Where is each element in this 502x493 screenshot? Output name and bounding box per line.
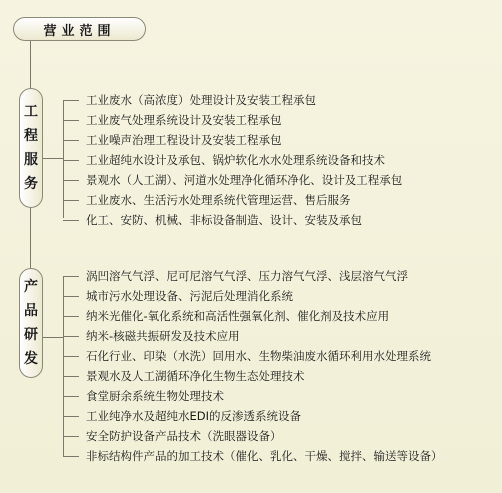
section-engineering-label: [19, 88, 43, 208]
item-tick-line: [63, 436, 79, 437]
section-char: 品: [24, 303, 38, 319]
item-tick-line: [63, 160, 79, 161]
list-item: 工业纯净水及超纯水EDI的反渗透系统设备: [86, 409, 302, 423]
item-tick-line: [63, 296, 79, 297]
section-char: 发: [24, 351, 38, 367]
item-tick-line: [63, 356, 79, 357]
item-tick-line: [63, 416, 79, 417]
mid-connector-line: [30, 208, 31, 268]
section-char: 产: [24, 279, 38, 295]
list-item: 食堂厨余系统生物处理技术: [86, 389, 224, 403]
section-char: 程: [24, 128, 38, 144]
item-tick-line: [63, 276, 79, 277]
section-char: 服: [24, 152, 38, 168]
section-2-stub: [43, 337, 63, 338]
item-tick-line: [63, 120, 79, 121]
list-item: 景观水及人工湖循环净化生物生态处理技术: [86, 369, 305, 383]
section-2-bracket: [63, 276, 64, 457]
item-tick-line: [63, 456, 79, 457]
section-char: 工: [24, 104, 38, 120]
section-char: 研: [24, 327, 38, 343]
list-item: 非标结构件产品的加工技术（催化、乳化、干燥、搅拌、输送等设备）: [86, 449, 443, 463]
item-tick-line: [63, 180, 79, 181]
item-tick-line: [63, 316, 79, 317]
list-item: 工业废气处理系统设计及安装工程承包: [86, 113, 282, 127]
item-tick-line: [63, 140, 79, 141]
section-product-label: [19, 268, 43, 378]
page-title: [13, 17, 146, 41]
item-tick-line: [63, 336, 79, 337]
list-item: 工业废水（高浓度）处理设计及安装工程承包: [86, 93, 316, 107]
main-connector-line: [30, 41, 31, 88]
section-char: 务: [24, 176, 38, 192]
item-tick-line: [63, 376, 79, 377]
item-tick-line: [63, 100, 79, 101]
list-item: 工业噪声治理工程设计及安装工程承包: [86, 133, 282, 147]
list-item: 工业废水、生活污水处理系统代管理运营、售后服务: [86, 193, 351, 207]
list-item: 安全防护设备产品技术（洗眼器设备）: [86, 429, 282, 443]
item-tick-line: [63, 396, 79, 397]
list-item: 石化行业、印染（水洗）回用水、生物柴油废水循环利用水处理系统: [86, 349, 431, 363]
list-item: 涡凹溶气气浮、尼可尼溶气气浮、压力溶气气浮、浅层溶气气浮: [86, 269, 408, 283]
list-item: 纳米-核磁共振研发及技术应用: [86, 329, 240, 343]
list-item: 化工、安防、机械、非标设备制造、设计、安装及承包: [86, 213, 362, 227]
list-item: 工业超纯水设计及承包、锅炉软化水水处理系统设备和技术: [86, 153, 385, 167]
list-item: 城市污水处理设备、污泥后处理消化系统: [86, 289, 293, 303]
section-1-stub: [43, 158, 63, 159]
item-tick-line: [63, 220, 79, 221]
item-tick-line: [63, 200, 79, 201]
list-item: 纳米光催化-氧化系统和高活性强氧化剂、催化剂及技术应用: [86, 309, 390, 323]
page-title-text: 营业范围: [43, 23, 116, 39]
list-item: 景观水（人工湖）、河道水处理净化循环净化、设计及工程承包: [86, 173, 403, 187]
